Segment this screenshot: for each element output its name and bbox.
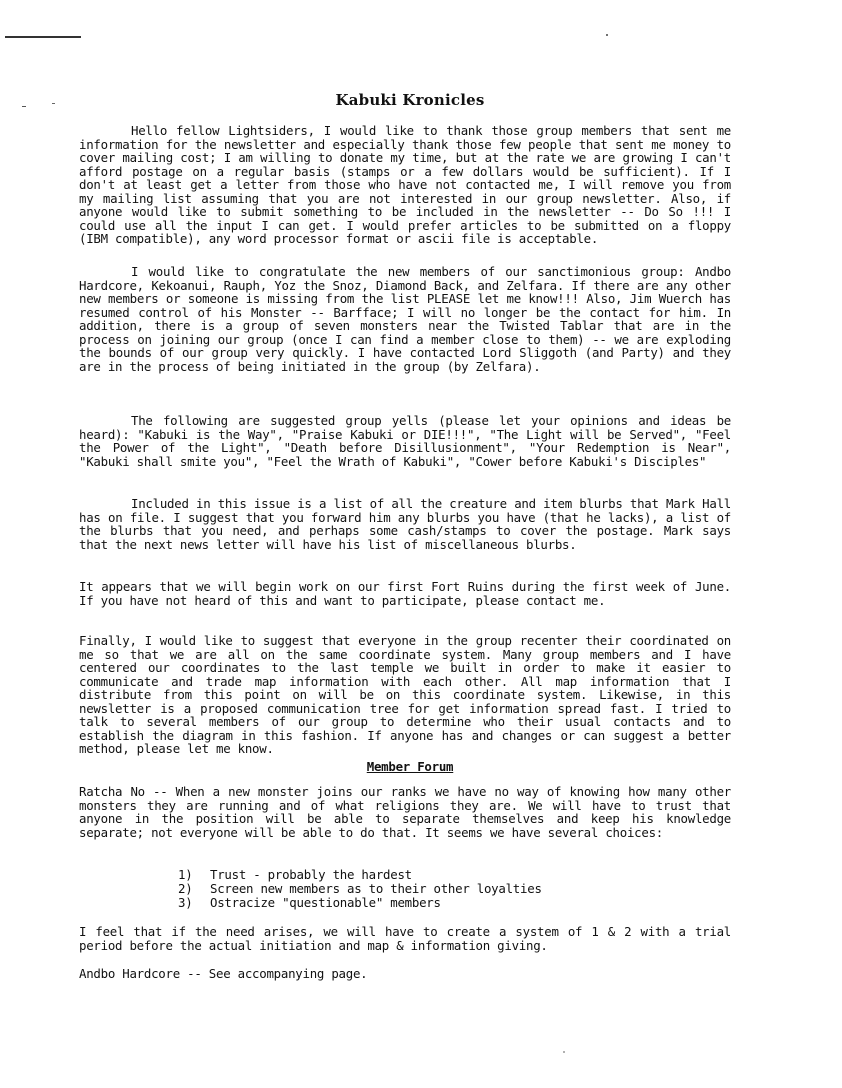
paragraph-fort-ruins: It appears that we will begin work on our first Fort Ruins during the first week of June. If you have not heard of this and want to participate, please contact me. <box>79 579 731 608</box>
paragraph-closing: Andbo Hardcore -- See accompanying page. <box>79 966 368 981</box>
paragraph-blurbs: Included in this issue is a list of all the creature and item blurbs that Mark Hall has on file. I suggest that you forward him any blurbs you have (that he lacks), a list of the blurbs that you need, and perhaps some cash/stamps to cover the postage. Mark says that the next news letter will have his list of miscellaneous blurbs. <box>79 496 731 552</box>
scan-mark <box>5 36 81 38</box>
paragraph-new-members: I would like to congratulate the new members of our sanctimonious group: Andbo Hardcore, Kekoanui, Rauph, Yoz the Snoz, Diamond Back, and Zelfara. If there are any other new members or someone is missing from the list PLEASE let me know!!! Also, Jim Wuerch has resumed control of his Monster -- Barfface; I will no longer be the contact for him. In addition, there is a group of seven monsters near the Twisted Tablar that are in the process on joining our group (once I can find a member close to them) -- we are exploding the bounds of our group very quickly. I have contacted Lord Sliggoth (and Party) and they are in the process of being initiated in the group (by Zelfara). <box>79 264 731 374</box>
list-item: 1) Trust - probably the hardest <box>178 867 412 882</box>
list-item: 2) Screen new members as to their other loyalties <box>178 880 542 896</box>
list-item: 3) Ostracize "questionable" members <box>178 894 441 910</box>
paragraph-group-yells: The following are suggested group yells (please let your opinions and ideas be heard): "Kabuki is the Way", "Praise Kabuki or DIE!!!", "The Light will be Served", "Feel the Power of the Light", "Death before Disillusionment", "Your Redemption is Near", "Kabuki shall smite you", "Feel the Wrath of Kabuki", "Cower before Kabuki's Disciples" <box>79 413 731 469</box>
newsletter-title: Kabuki Kronicles <box>335 91 485 109</box>
paragraph-forum-intro: Ratcha No -- When a new monster joins our ranks we have no way of knowing how many other monsters they are running and of what religions they are. We will have to trust that anyone in the position will be able to separate themselves and keep his knowledge separate; not everyone will be able to do that. It seems we have several choices: <box>79 784 731 840</box>
choices-list <box>178 868 542 909</box>
member-forum-heading: Member Forum <box>366 759 454 774</box>
scan-speck <box>606 34 608 36</box>
paragraph-forum-conclusion: I feel that if the need arises, we will have to create a system of 1 & 2 with a trial period before the actual initiation and map & information giving. <box>79 924 731 953</box>
paragraph-coordinates: Finally, I would like to suggest that everyone in the group recenter their coordinated on me so that we are all on the same coordinate system. Many group members and I have centered our coordinates to the last temple we built in order to make it easier to communicate and trade map information with each other. All map information that I distribute from this point on will be on this coordinate system. Likewise, in this newsletter is a proposed communication tree for get information spread fast. I tried to talk to several members of our group to determine who their usual contacts and to establish the diagram in this fashion. If anyone has and changes or can suggest a better method, please let me know. <box>79 633 731 756</box>
paragraph-intro: Hello fellow Lightsiders, I would like to thank those group members that sent me information for the newsletter and especially thank those few people that sent me money to cover mailing cost; I am willing to donate my time, but at the rate we are growing I can't afford postage on a regular basis (stamps or a few dollars would be sufficient). If I don't at least get a letter from those who have not contacted me, I will remove you from my mailing list assuming that you are not interested in our group newsletter. Also, if anyone would like to submit something to be included in the newsletter -- Do So !!! I could use all the input I can get. I would prefer articles to be submitted on a floppy (IBM compatible), any word processor format or ascii file is acceptable. <box>79 123 731 246</box>
scan-speck <box>563 1051 565 1053</box>
